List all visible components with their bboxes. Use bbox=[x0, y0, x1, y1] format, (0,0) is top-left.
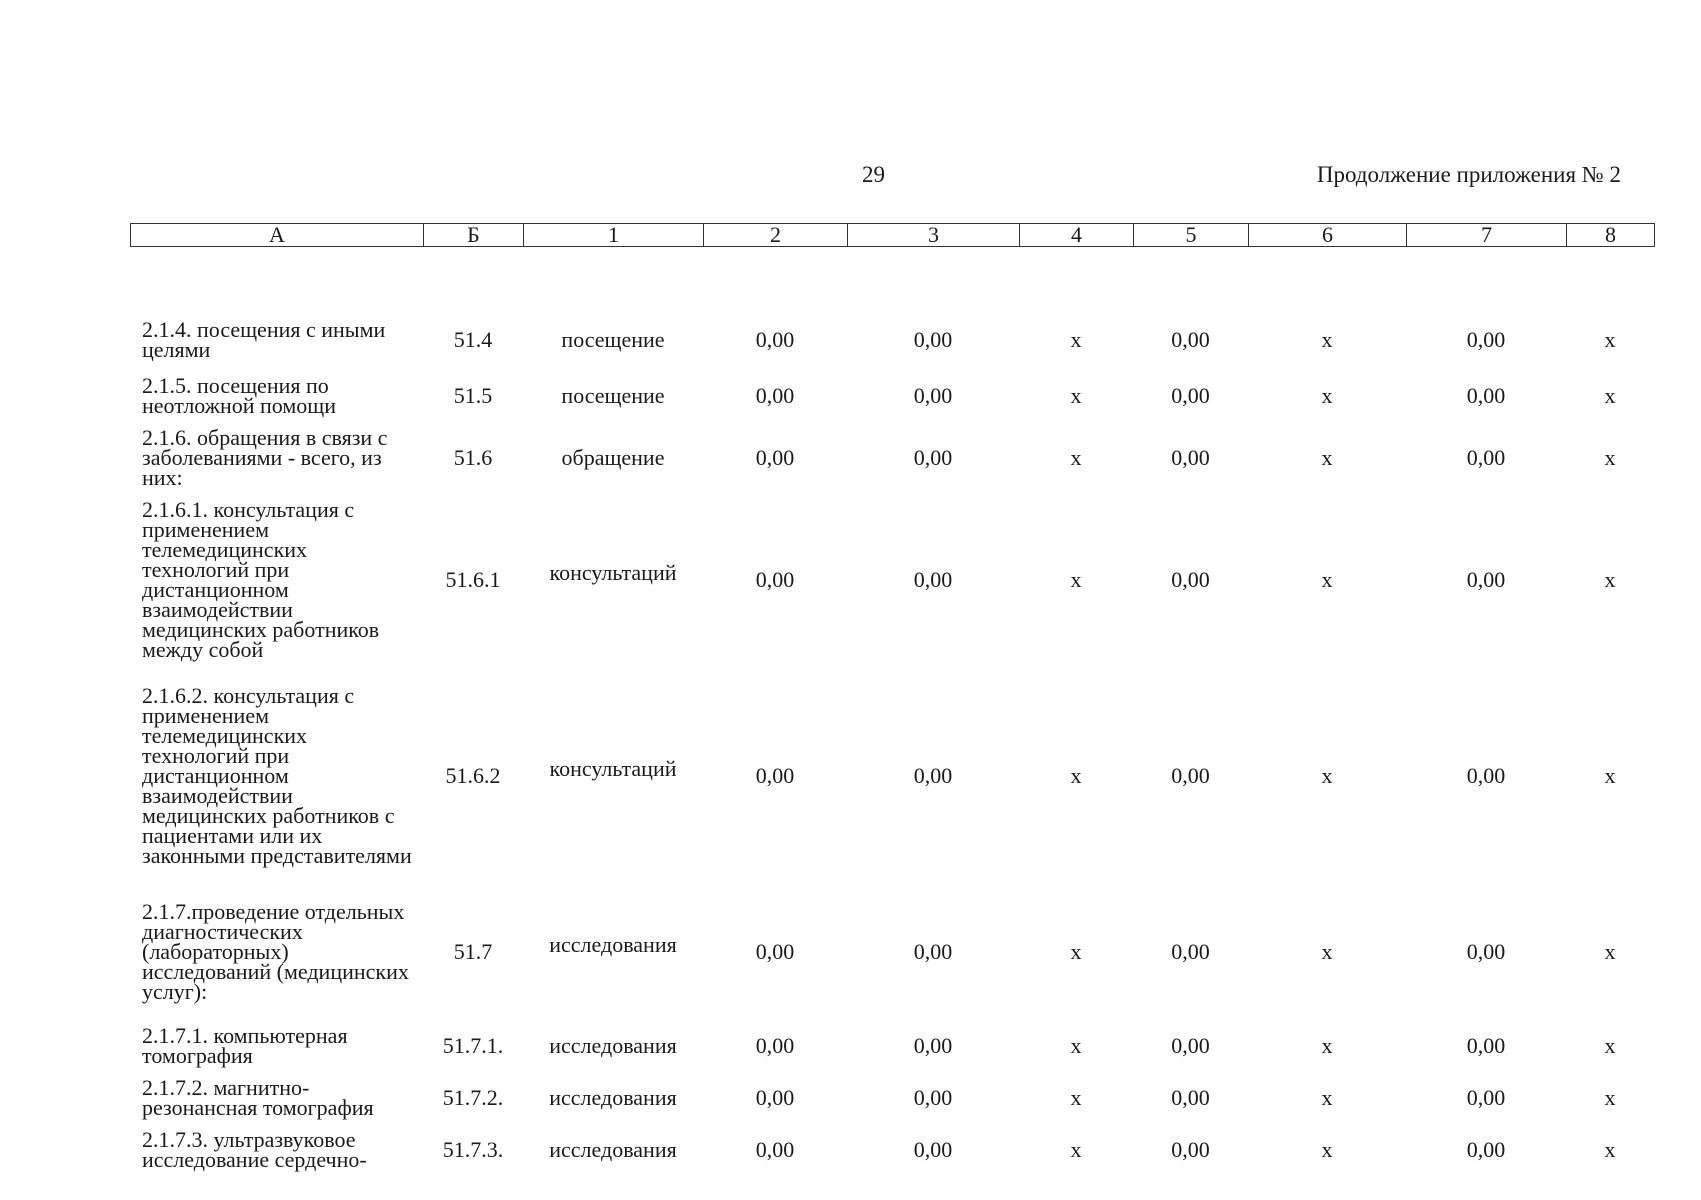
row-unit: исследования bbox=[549, 1085, 677, 1110]
header-cell: 8 bbox=[1567, 224, 1655, 247]
row-name: 2.1.7.1. компьютерная томография bbox=[142, 1023, 348, 1068]
row-value-2: 0,00 bbox=[755, 445, 795, 470]
row-value-4: х bbox=[1070, 445, 1082, 470]
row-value-6: х bbox=[1321, 1085, 1333, 1110]
row-value-8: х bbox=[1604, 939, 1616, 964]
row-value-3: 0,00 bbox=[913, 327, 953, 352]
row-value-6: х bbox=[1321, 445, 1333, 470]
column-header-table bbox=[130, 223, 1655, 247]
row-value-4: х bbox=[1070, 1033, 1082, 1058]
row-value-5: 0,00 bbox=[1171, 445, 1210, 470]
row-name: 2.1.7.3. ультразвуковое исследование сердечно- bbox=[142, 1127, 367, 1172]
row-value-7: 0,00 bbox=[1466, 939, 1506, 964]
row-value-2: 0,00 bbox=[755, 567, 795, 592]
row-value-3: 0,00 bbox=[913, 567, 953, 592]
row-value-8: х bbox=[1604, 567, 1616, 592]
row-value-2: 0,00 bbox=[755, 1033, 795, 1058]
row-value-7: 0,00 bbox=[1466, 1033, 1506, 1058]
row-value-8: х bbox=[1604, 327, 1616, 352]
row-code: 51.4 bbox=[453, 327, 493, 352]
row-value-3: 0,00 bbox=[913, 1085, 953, 1110]
row-value-5: 0,00 bbox=[1171, 763, 1210, 788]
row-value-8: х bbox=[1604, 1137, 1616, 1162]
table-row bbox=[130, 368, 1654, 424]
row-value-7: 0,00 bbox=[1466, 327, 1506, 352]
row-value-5: 0,00 bbox=[1171, 383, 1210, 408]
header-cell: 5 bbox=[1134, 224, 1249, 247]
row-value-2: 0,00 bbox=[755, 327, 795, 352]
row-value-2: 0,00 bbox=[755, 1137, 795, 1162]
row-value-6: х bbox=[1321, 327, 1333, 352]
row-name: 2.1.5. посещения по неотложной помощи bbox=[142, 373, 336, 418]
row-code: 51.7 bbox=[453, 939, 493, 964]
row-unit: посещение bbox=[561, 383, 665, 408]
row-value-8: х bbox=[1604, 1033, 1616, 1058]
row-value-3: 0,00 bbox=[913, 763, 953, 788]
row-value-7: 0,00 bbox=[1466, 383, 1506, 408]
row-value-5: 0,00 bbox=[1171, 327, 1210, 352]
row-name: 2.1.7.проведение отдельных диагностических (лабораторных) исследований (медицинских услуг): bbox=[142, 899, 409, 1004]
row-value-3: 0,00 bbox=[913, 939, 953, 964]
row-unit: обращение bbox=[561, 445, 665, 470]
row-value-3: 0,00 bbox=[913, 1137, 953, 1162]
row-unit: консультаций bbox=[549, 756, 677, 781]
row-code: 51.7.2. bbox=[442, 1085, 504, 1110]
row-value-8: х bbox=[1604, 1085, 1616, 1110]
row-value-3: 0,00 bbox=[913, 445, 953, 470]
row-name: 2.1.6. обращения в связи с заболеваниями - всего, из них: bbox=[142, 425, 388, 490]
row-value-6: х bbox=[1321, 383, 1333, 408]
row-value-7: 0,00 bbox=[1466, 445, 1506, 470]
row-value-4: х bbox=[1070, 763, 1082, 788]
table-row bbox=[130, 884, 1654, 1020]
row-value-8: х bbox=[1604, 383, 1616, 408]
table-row bbox=[130, 1124, 1654, 1176]
row-value-7: 0,00 bbox=[1466, 567, 1506, 592]
row-value-8: х bbox=[1604, 763, 1616, 788]
table-row bbox=[130, 492, 1654, 668]
table-row bbox=[130, 1020, 1654, 1072]
row-value-4: х bbox=[1070, 567, 1082, 592]
row-value-5: 0,00 bbox=[1171, 1085, 1210, 1110]
row-value-2: 0,00 bbox=[755, 1085, 795, 1110]
table-row bbox=[130, 312, 1654, 368]
row-value-5: 0,00 bbox=[1171, 1033, 1210, 1058]
table-row bbox=[130, 1072, 1654, 1124]
data-table bbox=[130, 312, 1654, 1176]
row-name: 2.1.6.2. консультация с применением телемедицинских технологий при дистанционном взаимодействии медицинских работников с пациентами или их законными представителями bbox=[142, 683, 412, 868]
row-name: 2.1.4. посещения с иными целями bbox=[142, 317, 386, 362]
row-value-4: х bbox=[1070, 383, 1082, 408]
header-row bbox=[131, 224, 1655, 247]
row-code: 51.6.2 bbox=[445, 763, 501, 788]
row-value-5: 0,00 bbox=[1171, 939, 1210, 964]
row-code: 51.5 bbox=[453, 383, 493, 408]
row-value-2: 0,00 bbox=[755, 939, 795, 964]
page-number: 29 bbox=[862, 162, 885, 187]
row-value-6: х bbox=[1321, 567, 1333, 592]
header-cell: 4 bbox=[1020, 224, 1134, 247]
header-cell: 7 bbox=[1407, 224, 1567, 247]
row-value-7: 0,00 bbox=[1466, 763, 1506, 788]
row-value-2: 0,00 bbox=[755, 383, 795, 408]
row-value-4: х bbox=[1070, 1137, 1082, 1162]
row-value-8: х bbox=[1604, 445, 1616, 470]
row-unit: исследования bbox=[549, 1137, 677, 1162]
row-unit: исследования bbox=[549, 1033, 677, 1058]
row-code: 51.6.1 bbox=[445, 567, 501, 592]
table-row bbox=[130, 424, 1654, 492]
row-value-3: 0,00 bbox=[913, 1033, 953, 1058]
row-value-6: х bbox=[1321, 1033, 1333, 1058]
row-value-4: х bbox=[1070, 327, 1082, 352]
row-value-2: 0,00 bbox=[755, 763, 795, 788]
header-cell: 6 bbox=[1249, 224, 1407, 247]
row-value-6: х bbox=[1321, 1137, 1333, 1162]
row-name: 2.1.7.2. магнитно-резонансная томография bbox=[142, 1075, 374, 1120]
table-row bbox=[130, 668, 1654, 884]
header-cell: А bbox=[131, 224, 424, 247]
row-unit: исследования bbox=[549, 932, 677, 957]
row-value-3: 0,00 bbox=[913, 383, 953, 408]
row-value-6: х bbox=[1321, 939, 1333, 964]
row-value-7: 0,00 bbox=[1466, 1137, 1506, 1162]
row-value-5: 0,00 bbox=[1171, 567, 1210, 592]
page-caption: Продолжение приложения № 2 bbox=[1316, 162, 1621, 187]
row-value-5: 0,00 bbox=[1171, 1137, 1210, 1162]
row-code: 51.7.3. bbox=[442, 1137, 504, 1162]
row-code: 51.6 bbox=[453, 445, 493, 470]
row-code: 51.7.1. bbox=[442, 1033, 504, 1058]
row-unit: консультаций bbox=[549, 560, 677, 585]
header-cell: 1 bbox=[524, 224, 704, 247]
row-unit: посещение bbox=[561, 327, 665, 352]
header-cell: Б bbox=[424, 224, 524, 247]
row-value-7: 0,00 bbox=[1466, 1085, 1506, 1110]
row-value-4: х bbox=[1070, 1085, 1082, 1110]
row-value-6: х bbox=[1321, 763, 1333, 788]
row-name: 2.1.6.1. консультация с применением телемедицинских технологий при дистанционном взаимодействии медицинских работников между собой bbox=[142, 497, 380, 662]
header-cell: 3 bbox=[848, 224, 1020, 247]
header-cell: 2 bbox=[704, 224, 848, 247]
row-value-4: х bbox=[1070, 939, 1082, 964]
